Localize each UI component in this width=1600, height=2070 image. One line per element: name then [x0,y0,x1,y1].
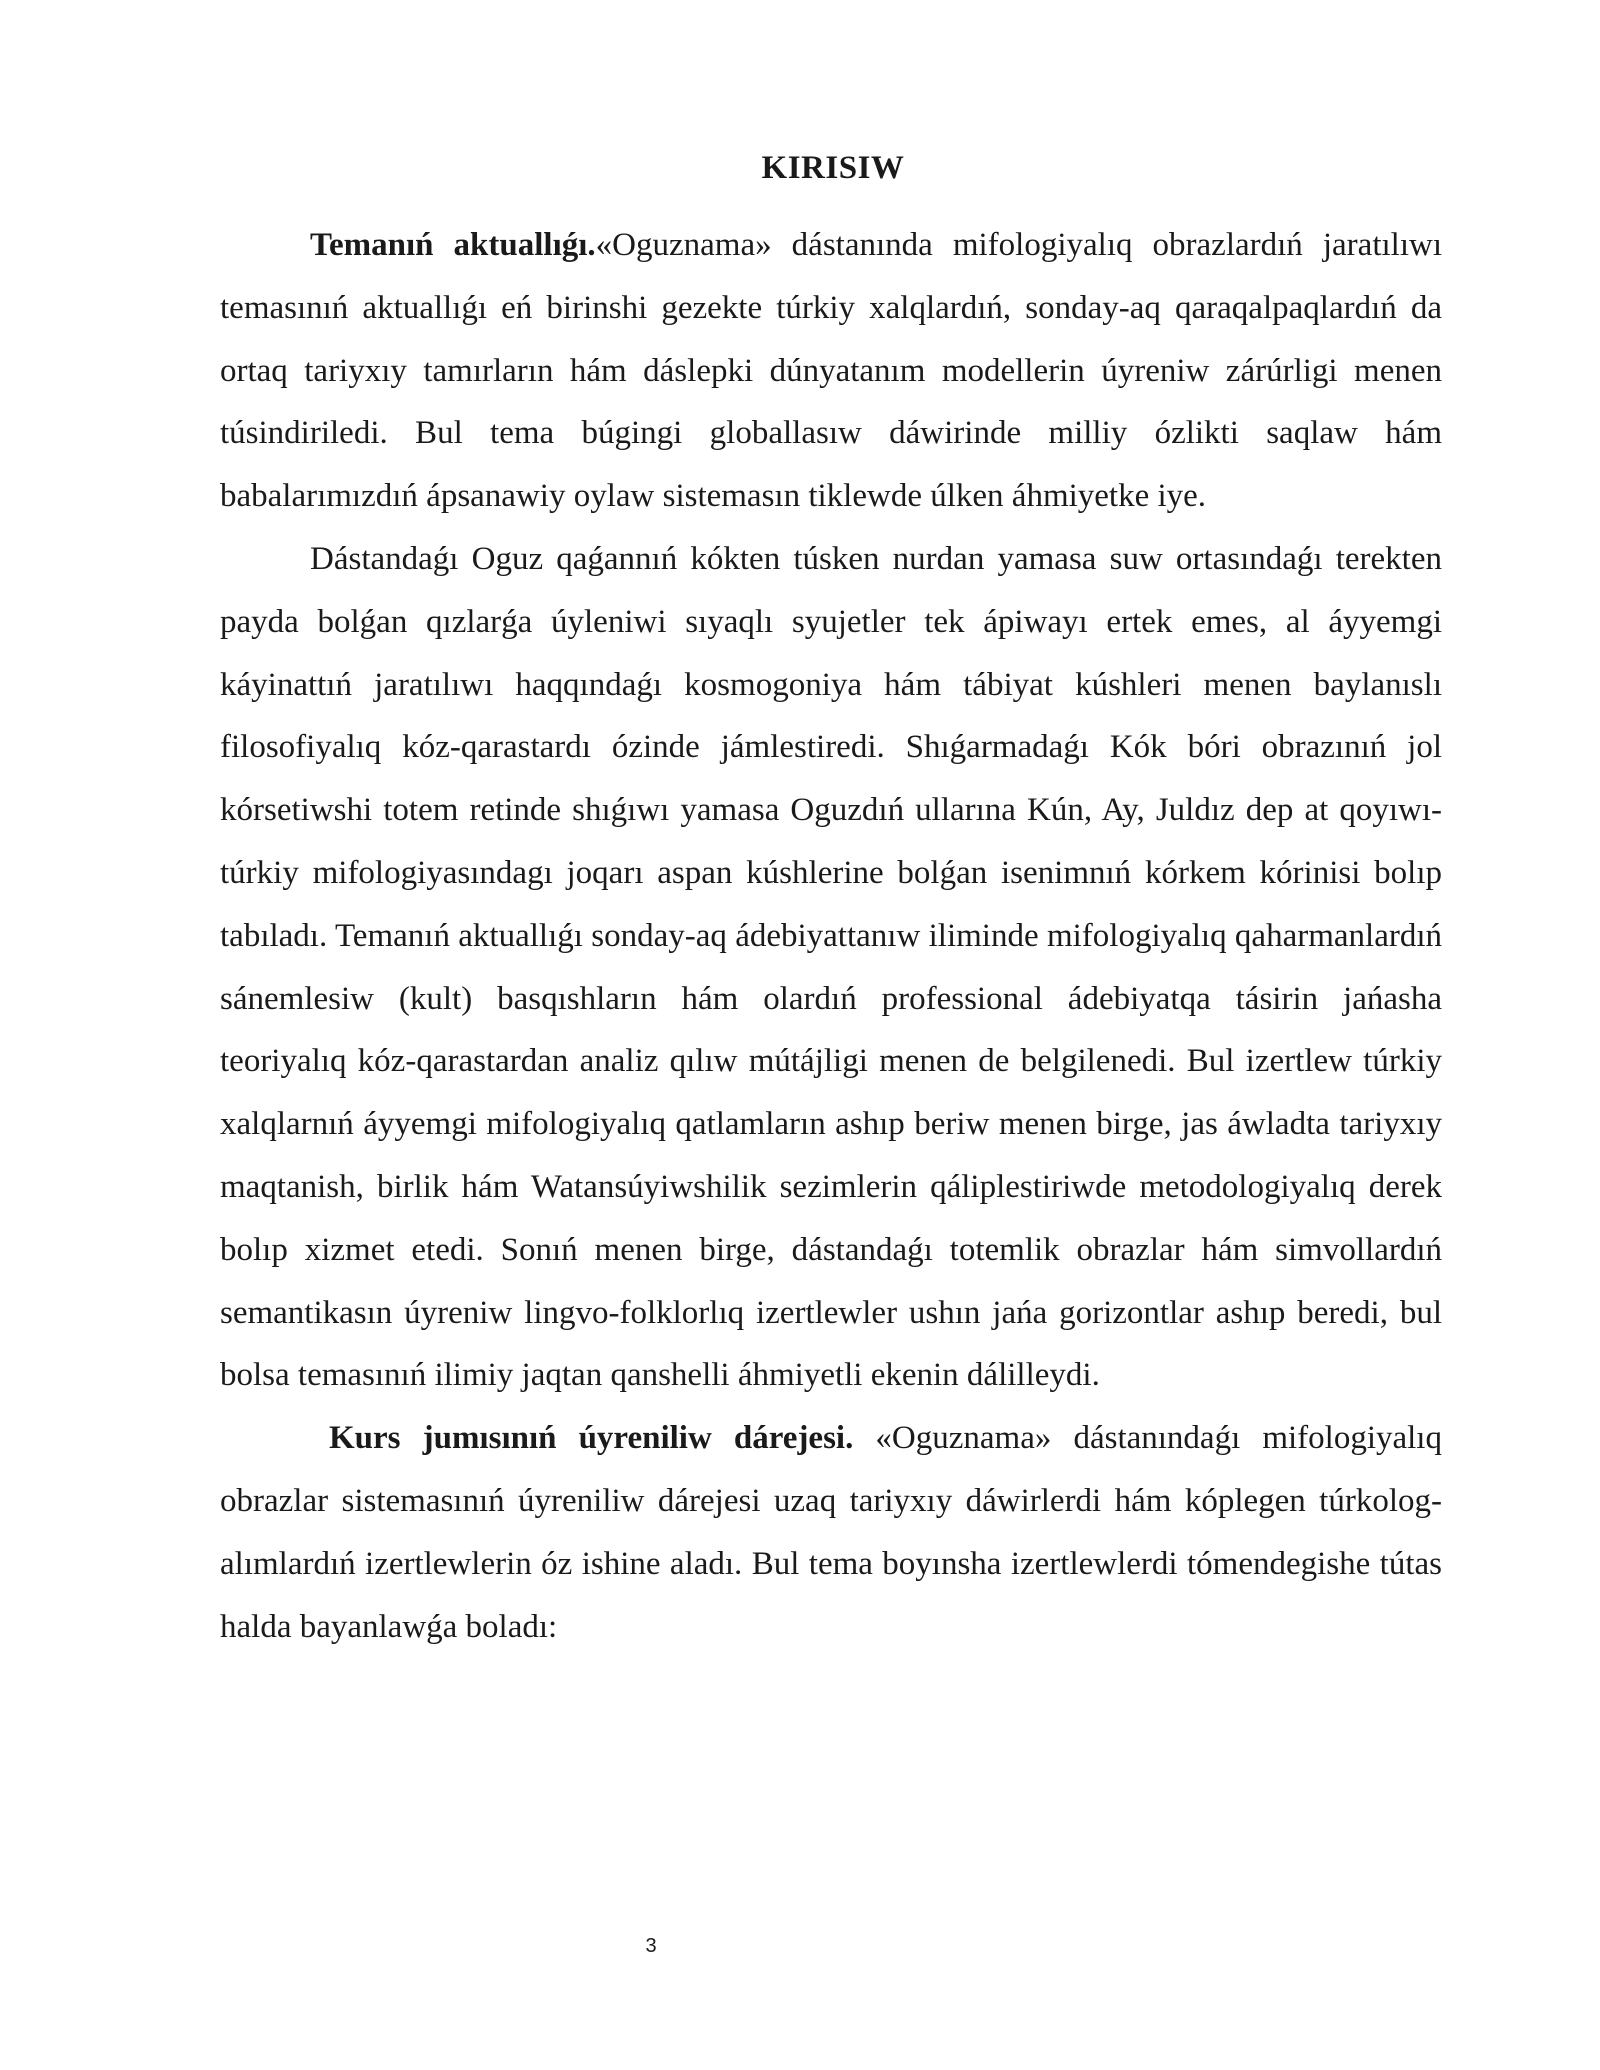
section-heading: KIRISIW [761,150,905,186]
paragraph-text: «Oguznama» dástanında mifologiyalıq obrazlardıń jaratılıwı temasınıń aktuallıǵı eń birinshi gezekte túrkiy xalqlardıń, sonday-aq qaraqalpaqlardıń da ortaq tariyxıy tamırların hám dáslepki dúnyatanım modellerin úyreniw zárúrligi menen túsindiriledi. Bul tema búgingi globallasıw dáwirinde milliy ózlikti saqlaw hám babalarımızdıń ápsanawiy oylaw sistemasın tiklewde úlken áhmiyetke iye. [220,227,1442,515]
paragraph-relevance [220,214,1442,528]
paragraph-lead: Kurs jumısınıń úyreniliw dárejesi. [329,1420,854,1457]
body-text [220,214,1442,1658]
page-number: 3 [645,1935,657,1957]
paragraph-content [220,528,1442,1407]
paragraph-text: «Oguznama» dástanındaǵı mifologiyalıq obrazlar sistemasınıń úyreniliw dárejesi uzaq tariyxıy dáwirlerdi hám kóplegen túrkolog-alımlardıń izertlewlerin óz ishine aladı. Bul tema boyınsha izertlewlerdi tómendegishe tútas halda bayanlawǵa boladı: [220,1420,1442,1645]
paragraph-study-level [220,1407,1442,1658]
paragraph-text: Dástandaǵı Oguz qaǵannıń kókten túsken nurdan yamasa suw ortasındaǵı terekten payda bolǵan qızlarǵa úyleniwi sıyaqlı syujetler tek ápiwayı ertek emes, al áyyemgi káyinattıń jaratılıwı haqqındaǵı kosmogoniya hám tábiyat kúshleri menen baylanıslı filosofiyalıq kóz-qarastardı ózinde jámlestiredi. Shıǵarmadaǵı Kók bóri obrazınıń jol kórsetiwshi totem retinde shıǵıwı yamasa Oguzdıń ullarına Kún, Ay, Juldız dep at qoyıwı-túrkiy mifologiyasındagı joqarı aspan kúshlerine bolǵan isenimnıń kórkem kórinisi bolıp tabıladı. Temanıń aktuallıǵı sonday-aq ádebiyattanıw iliminde mifologiyalıq qaharmanlardıń sánemlesiw (kult) basqıshların hám olardıń professional ádebiyatqa tásirin jańasha teoriyalıq kóz-qarastardan analiz qılıw mútájligi menen de belgilenedi. Bul izertlew túrkiy xalqlarnıń áyyemgi mifologiyalıq qatlamların ashıp beriw menen birge, jas áwladta tariyxıy maqtanish, birlik hám Watansúyiwshilik sezimlerin qáliplestiriwde metodologiyalıq derek bolıp xizmet etedi. Sonıń menen birge, dástandaǵı totemlik obrazlar hám simvollardıń semantikasın úyreniw lingvo-folklorlıq izertlewler ushın jańa gorizontlar ashıp beredi, bul bolsa temasınıń ilimiy jaqtan qanshelli áhmiyetli ekenin dálilleydi. [220,540,1442,1394]
paragraph-lead: Temanıń aktuallıǵı. [310,227,596,263]
